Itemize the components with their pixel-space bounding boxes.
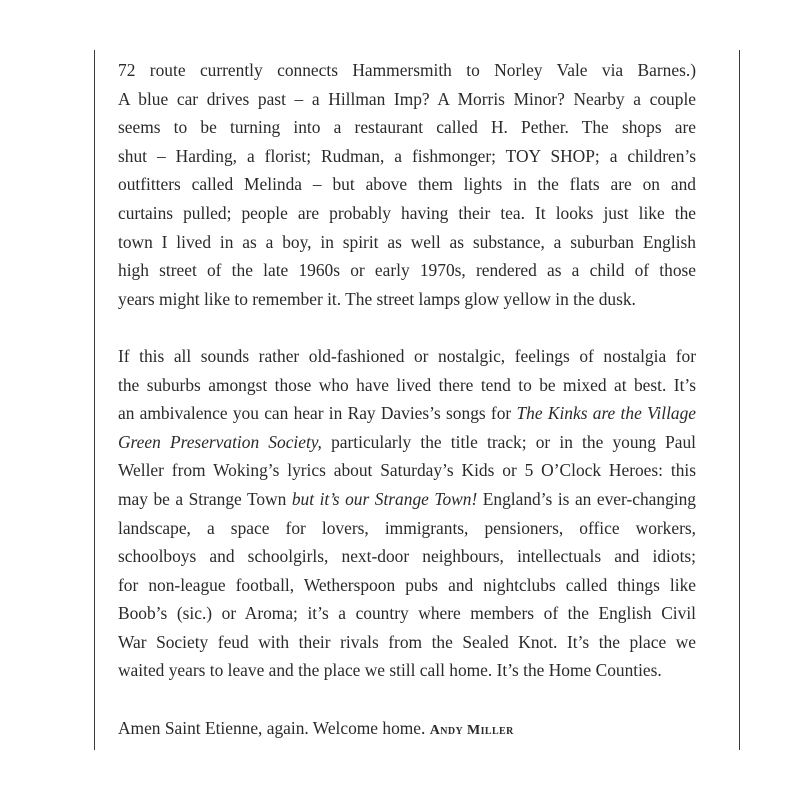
closing-text: Amen Saint Etienne, again. Welcome home.: [118, 717, 430, 738]
text-line: schoolboys and schoolgirls, next-door neighbours, intellectuals and idiots;: [118, 546, 696, 567]
text-line: seems to be turning into a restaurant called H. Pether. The shops are: [118, 117, 696, 138]
author-byline: Andy Miller: [429, 722, 514, 738]
text-line: the suburbs amongst those who have lived there tend to be mixed at best. It’s: [118, 374, 696, 395]
text-line: outfitters called Melinda – but above them lights in the flats are on and: [118, 174, 696, 195]
left-margin-rule: [94, 50, 95, 750]
text-line: landscape, a space for lovers, immigrants, pensioners, office workers,: [118, 517, 696, 538]
text-line: curtains pulled; people are probably having their tea. It looks just like the: [118, 202, 696, 223]
text-run: particularly the title track; or in the young Paul: [321, 431, 696, 452]
article-text-column: [118, 56, 696, 745]
text-run: England’s is an ever-changing: [477, 488, 696, 509]
text-line: A blue car drives past – a Hillman Imp? A Morris Minor? Nearby a couple: [118, 88, 696, 109]
text-line: [118, 399, 696, 428]
text-line: for non-league football, Wetherspoon pubs and nightclubs called things like: [118, 574, 696, 595]
closing-line: [118, 714, 696, 746]
right-margin-rule: [739, 50, 740, 750]
text-run: may be a Strange Town: [118, 488, 292, 509]
text-line: town I lived in as a boy, in spirit as well as substance, a suburban English: [118, 231, 696, 252]
album-title-italic: The Kinks are the Village: [516, 403, 697, 424]
text-line: [118, 485, 696, 514]
text-run: an ambivalence you can hear in Ray Davies’s songs for: [118, 403, 517, 424]
album-title-italic: Green Preservation Society,: [118, 431, 322, 452]
text-line: shut – Harding, a florist; Rudman, a fishmonger; TOY SHOP; a children’s: [118, 145, 696, 166]
lyric-italic: but it’s our Strange Town!: [291, 488, 478, 509]
text-line: high street of the late 1960s or early 1970s, rendered as a child of those: [118, 260, 696, 281]
text-line: years might like to remember it. The street lamps glow yellow in the dusk.: [118, 288, 636, 309]
paragraph-spacer: [118, 685, 696, 714]
text-line: 72 route currently connects Hammersmith to Norley Vale via Barnes.): [118, 60, 696, 80]
paragraph-nostalgia: [118, 342, 696, 685]
text-line: Boob’s (sic.) or Aroma; it’s a country where members of the English Civil: [118, 603, 696, 624]
text-line: [118, 428, 696, 457]
paragraph-street-scene: [118, 56, 696, 313]
text-line: If this all sounds rather old-fashioned or nostalgic, feelings of nostalgia for: [118, 345, 696, 366]
text-line: Weller from Woking’s lyrics about Saturday’s Kids or 5 O’Clock Heroes: this: [118, 460, 696, 481]
paragraph-spacer: [118, 313, 696, 342]
text-line: War Society feud with their rivals from the Sealed Knot. It’s the place we: [118, 631, 696, 652]
text-line: waited years to leave and the place we still call home. It’s the Home Counties.: [118, 660, 662, 681]
